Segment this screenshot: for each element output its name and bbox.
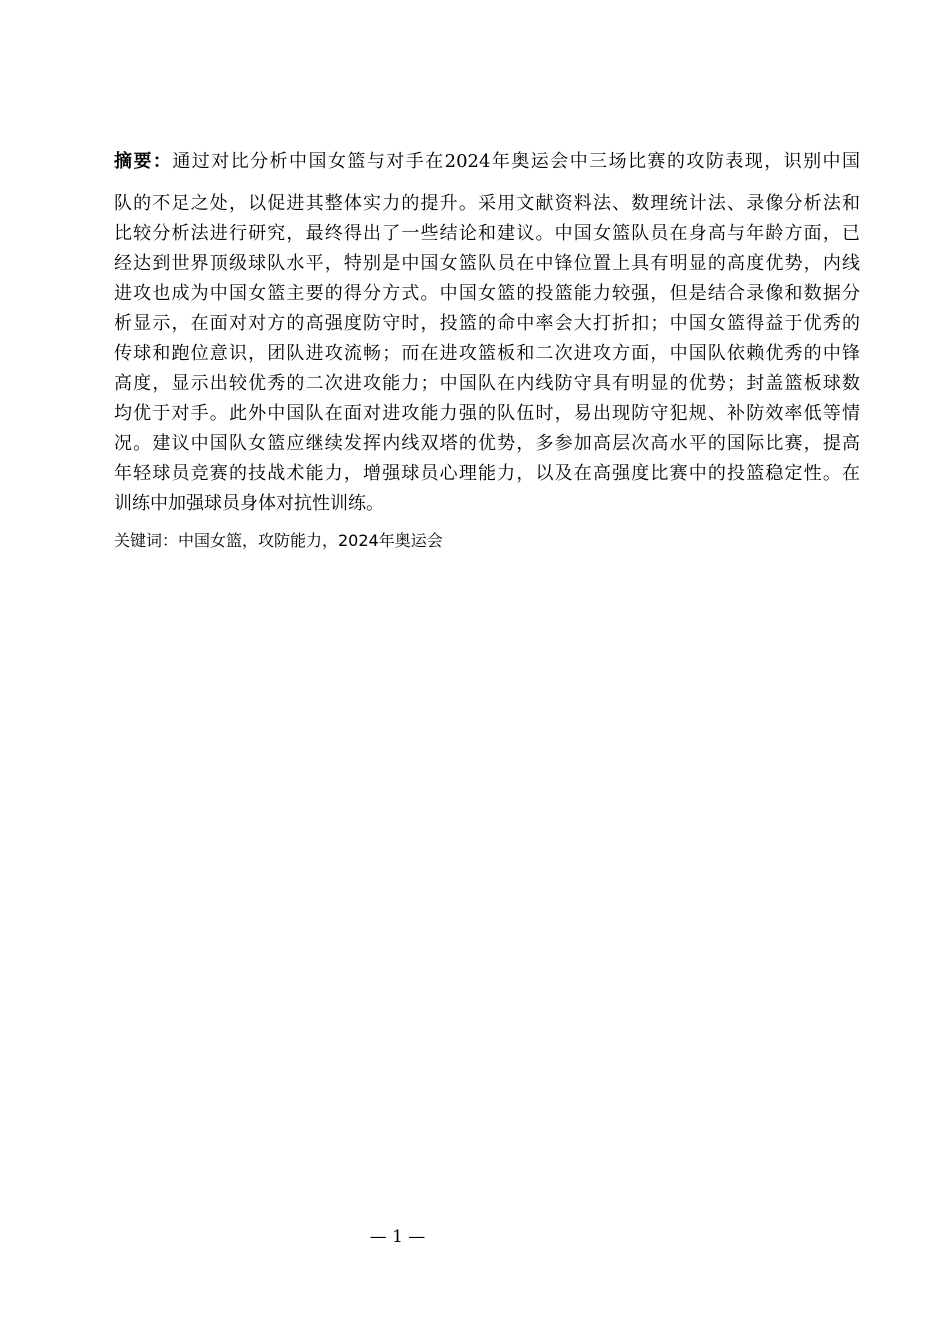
abstract-line-9: 均优于对手。此外中国队在面对进攻能力强的队伍时，易出现防守犯规、补防效率低等情 — [114, 403, 860, 424]
abstract-label: 摘要： — [114, 151, 173, 172]
abstract-line-1 — [114, 147, 860, 177]
abstract-line-10: 况。建议中国队女篮应继续发挥内线双塔的优势，多参加高层次高水平的国际比赛，提高 — [114, 433, 860, 454]
abstract-line-5: 进攻也成为中国女篮主要的得分方式。中国女篮的投篮能力较强，但是结合录像和数据分 — [114, 283, 860, 304]
page-number: — 1 — — [369, 1227, 426, 1247]
abstract-line-6: 析显示，在面对对方的高强度防守时，投篮的命中率会大打折扣；中国女篮得益于优秀的 — [114, 313, 860, 334]
abstract-line-12: 训练中加强球员身体对抗性训练。 — [114, 493, 384, 514]
keywords-line: 关键词：中国女篮，攻防能力，2024年奥运会 — [114, 531, 443, 550]
abstract-line-7: 传球和跑位意识，团队进攻流畅；而在进攻篮板和二次进攻方面，中国队依赖优秀的中锋 — [114, 343, 860, 364]
abstract-line-3: 比较分析法进行研究，最终得出了一些结论和建议。中国女篮队员在身高与年龄方面，已 — [114, 223, 860, 244]
abstract-text: 通过对比分析中国女篮与对手在2024年奥运会中三场比赛的攻防表现，识别中国 — [172, 151, 861, 172]
abstract-line-2: 队的不足之处，以促进其整体实力的提升。采用文献资料法、数理统计法、录像分析法和 — [114, 193, 860, 214]
abstract-line-4: 经达到世界顶级球队水平，特别是中国女篮队员在中锋位置上具有明显的高度优势，内线 — [114, 253, 860, 274]
abstract-line-8: 高度，显示出较优秀的二次进攻能力；中国队在内线防守具有明显的优势；封盖篮板球数 — [114, 373, 860, 394]
abstract-line-11: 年轻球员竞赛的技战术能力，增强球员心理能力，以及在高强度比赛中的投篮稳定性。在 — [114, 463, 860, 484]
abstract-section — [114, 147, 860, 554]
